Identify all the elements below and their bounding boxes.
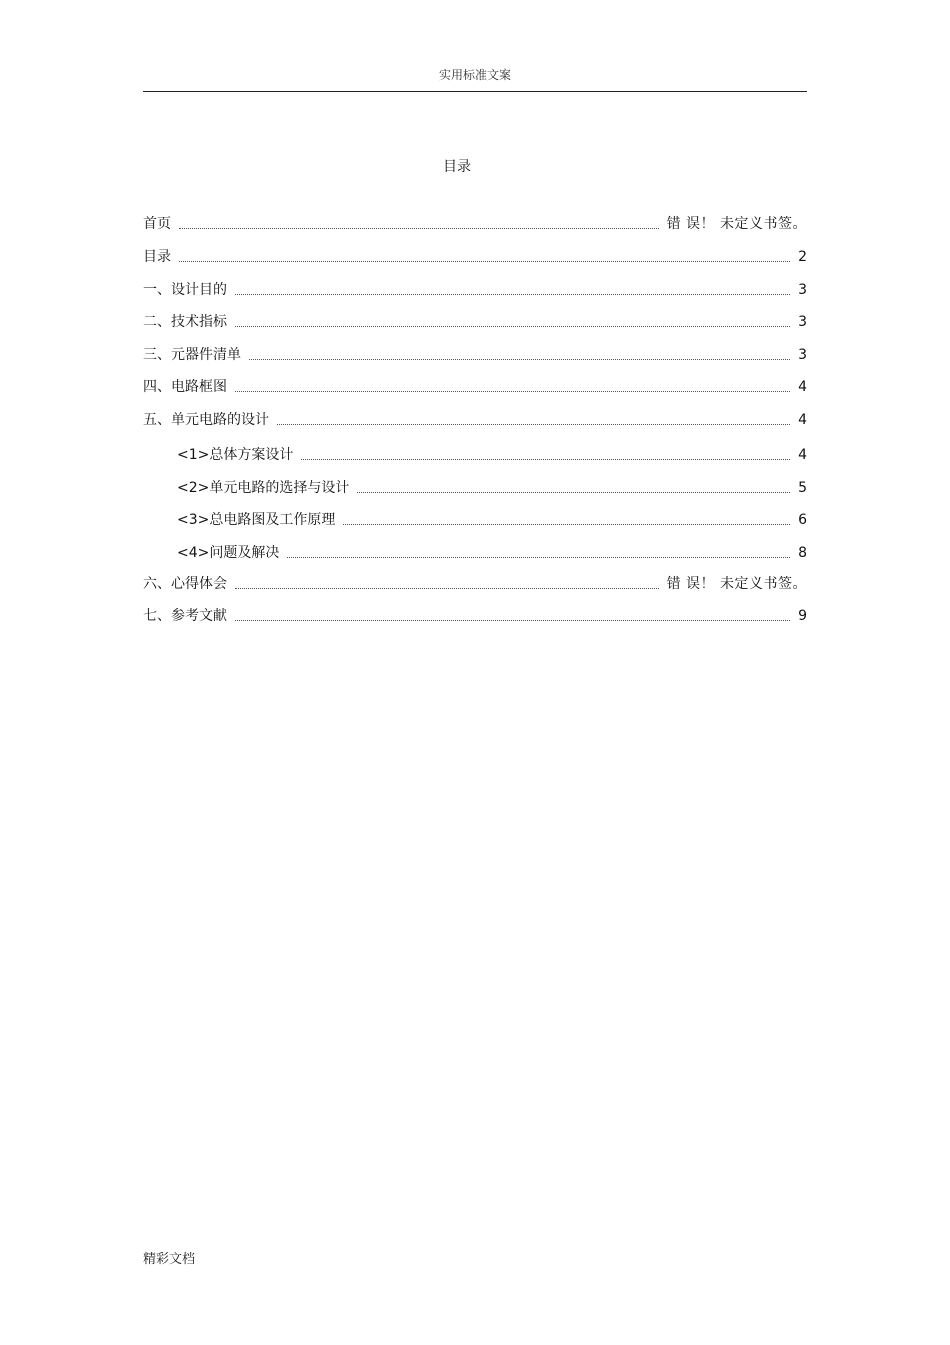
- toc-entry-label: 四、电路框图: [143, 379, 227, 395]
- toc-leader-dots: [235, 391, 790, 392]
- toc-leader-dots: [235, 588, 659, 589]
- toc-entry-label: <4>问题及解决: [177, 545, 280, 561]
- toc-entry-component-list[interactable]: [143, 344, 807, 366]
- toc-leader-dots: [235, 326, 790, 327]
- toc-leader-dots: [287, 557, 790, 558]
- toc-entry-label: <3>总电路图及工作原理: [177, 512, 336, 528]
- toc-entry-references[interactable]: [143, 605, 807, 627]
- toc-entry-page: 5: [798, 480, 807, 496]
- toc-entry-page: 错 误！ 未定义书签。: [666, 216, 807, 232]
- toc-entry-page: 4: [798, 412, 807, 428]
- toc-leader-dots: [301, 459, 790, 460]
- toc-entry-page: 错 误！ 未定义书签。: [666, 576, 807, 592]
- toc-entry-problems[interactable]: [177, 542, 807, 564]
- toc-entry-label: 首页: [143, 216, 171, 232]
- toc-entry-label: 七、参考文献: [143, 608, 227, 624]
- page-footer: 精彩文档: [143, 1252, 196, 1267]
- toc-entry-home[interactable]: [143, 213, 807, 235]
- toc-leader-dots: [277, 424, 790, 425]
- toc-entry-label: 目录: [143, 249, 171, 265]
- page-header: 实用标准文案: [438, 68, 511, 82]
- toc-leader-dots: [179, 228, 659, 229]
- toc-leader-dots: [235, 294, 790, 295]
- toc-entry-unit-circuit-design[interactable]: [143, 409, 807, 431]
- toc-leader-dots: [343, 524, 790, 525]
- toc-title: 目录: [443, 159, 471, 175]
- toc-entry-label: <1>总体方案设计: [177, 447, 294, 463]
- toc-entry-overall-plan[interactable]: [177, 444, 807, 466]
- toc-entry-page: 3: [798, 347, 807, 363]
- toc-entry-label: 一、设计目的: [143, 282, 227, 298]
- toc-entry-unit-selection[interactable]: [177, 477, 807, 499]
- toc-leader-dots: [179, 261, 790, 262]
- toc-entry-label: 三、元器件清单: [143, 347, 241, 363]
- toc-entry-page: 2: [798, 249, 807, 265]
- toc-entry-design-purpose[interactable]: [143, 279, 807, 301]
- toc-entry-page: 9: [798, 608, 807, 624]
- toc-entry-reflections[interactable]: [143, 573, 807, 595]
- toc-entry-page: 3: [798, 282, 807, 298]
- toc-entry-full-circuit[interactable]: [177, 509, 807, 531]
- toc-entry-label: 六、心得体会: [143, 576, 227, 592]
- toc-entry-contents[interactable]: [143, 246, 807, 268]
- toc-entry-block-diagram[interactable]: [143, 376, 807, 398]
- toc-entry-tech-specs[interactable]: [143, 311, 807, 333]
- toc-entry-page: 4: [798, 447, 807, 463]
- toc-entry-label: <2>单元电路的选择与设计: [177, 480, 350, 496]
- toc-leader-dots: [249, 359, 790, 360]
- toc-entry-page: 3: [798, 314, 807, 330]
- toc-leader-dots: [357, 492, 790, 493]
- toc-entry-page: 8: [798, 545, 807, 561]
- toc-entry-page: 6: [798, 512, 807, 528]
- toc-leader-dots: [235, 620, 790, 621]
- toc-entry-page: 4: [798, 379, 807, 395]
- header-divider: [143, 91, 807, 92]
- toc-entry-label: 五、单元电路的设计: [143, 412, 269, 428]
- toc-entry-label: 二、技术指标: [143, 314, 227, 330]
